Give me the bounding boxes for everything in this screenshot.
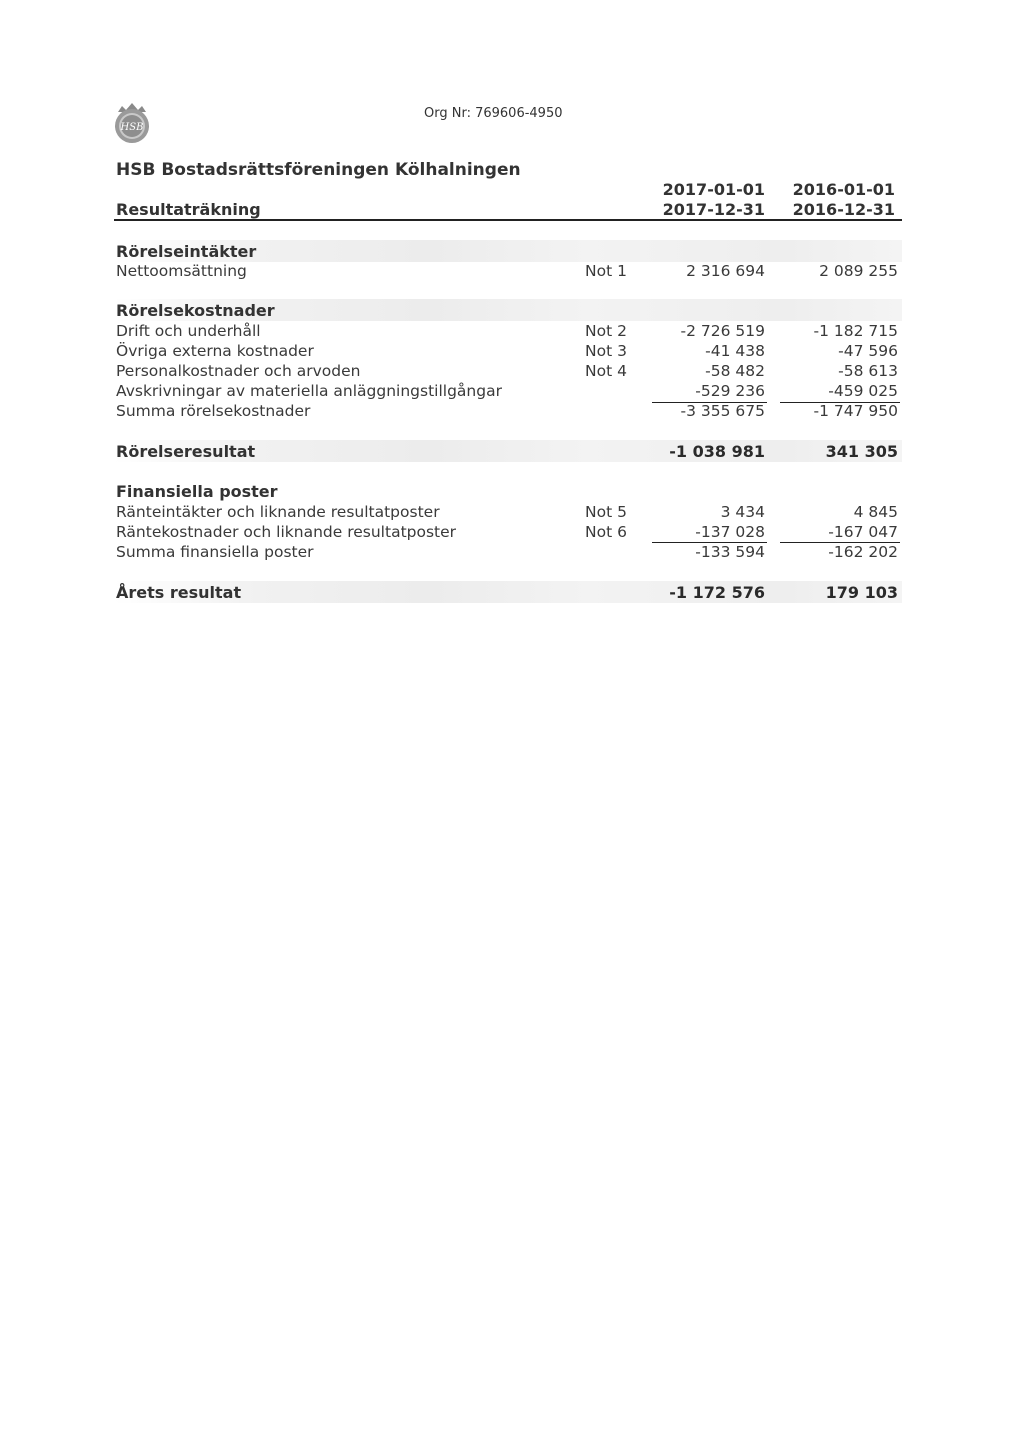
header-rule <box>114 219 902 221</box>
section-title-costs: Rörelsekostnader <box>116 301 275 320</box>
row-value-2016: 2 089 255 <box>819 262 898 280</box>
page-title: Resultaträkning <box>116 200 261 219</box>
row-value-2017: -58 482 <box>705 362 765 380</box>
sum-label: Summa rörelsekostnader <box>116 402 311 420</box>
row-label: Nettoomsättning <box>116 262 247 280</box>
row-label: Drift och underhåll <box>116 322 261 340</box>
row-value-2017: 2 316 694 <box>686 262 765 280</box>
row-value-2016: 4 845 <box>853 503 898 521</box>
section-title-year-result: Årets resultat <box>116 583 242 602</box>
row-value-2017: -529 236 <box>695 382 765 400</box>
row-note: Not 4 <box>585 362 627 380</box>
row-note: Not 3 <box>585 342 627 360</box>
row-value-2017: -41 438 <box>705 342 765 360</box>
company-name: HSB Bostadsrättsföreningen Kölhalningen <box>116 160 521 180</box>
org-number: Org Nr: 769606-4950 <box>424 106 563 121</box>
row-note: Not 6 <box>585 523 627 541</box>
period2-end: 2016-12-31 <box>792 200 895 219</box>
period1-start: 2017-01-01 <box>662 180 765 199</box>
row-value-2016: -58 613 <box>838 362 898 380</box>
row-label: Personalkostnader och arvoden <box>116 362 361 380</box>
hsb-logo-icon <box>110 100 154 146</box>
section-title-financial: Finansiella poster <box>116 482 278 501</box>
row-value-2017: 3 434 <box>720 503 765 521</box>
year-result-2016: 179 103 <box>825 583 898 602</box>
row-value-2016: -1 182 715 <box>813 322 898 340</box>
row-label: Avskrivningar av materiella anläggningstillgångar <box>116 382 502 400</box>
sum-label: Summa finansiella poster <box>116 543 314 561</box>
row-value-2016: -459 025 <box>828 382 898 400</box>
row-label: Övriga externa kostnader <box>116 342 314 360</box>
period1-end: 2017-12-31 <box>662 200 765 219</box>
section-title-revenue: Rörelseintäkter <box>116 242 257 261</box>
row-note: Not 1 <box>585 262 627 280</box>
period2-start: 2016-01-01 <box>792 180 895 199</box>
row-label: Ränteintäkter och liknande resultatposter <box>116 503 440 521</box>
sum-value-2016: -162 202 <box>828 543 898 561</box>
row-value-2017: -137 028 <box>695 523 765 541</box>
row-note: Not 2 <box>585 322 627 340</box>
row-value-2016: -47 596 <box>838 342 898 360</box>
row-note: Not 5 <box>585 503 627 521</box>
row-label: Räntekostnader och liknande resultatposter <box>116 523 457 541</box>
year-result-2017: -1 172 576 <box>669 583 765 602</box>
logo-text: HSB <box>120 122 144 133</box>
row-value-2017: -2 726 519 <box>680 322 765 340</box>
sum-value-2017: -133 594 <box>695 543 765 561</box>
operating-result-2017: -1 038 981 <box>669 442 765 461</box>
sum-value-2016: -1 747 950 <box>813 402 898 420</box>
sum-value-2017: -3 355 675 <box>680 402 765 420</box>
section-title-operating-result: Rörelseresultat <box>116 442 256 461</box>
row-value-2016: -167 047 <box>828 523 898 541</box>
operating-result-2016: 341 305 <box>825 442 898 461</box>
